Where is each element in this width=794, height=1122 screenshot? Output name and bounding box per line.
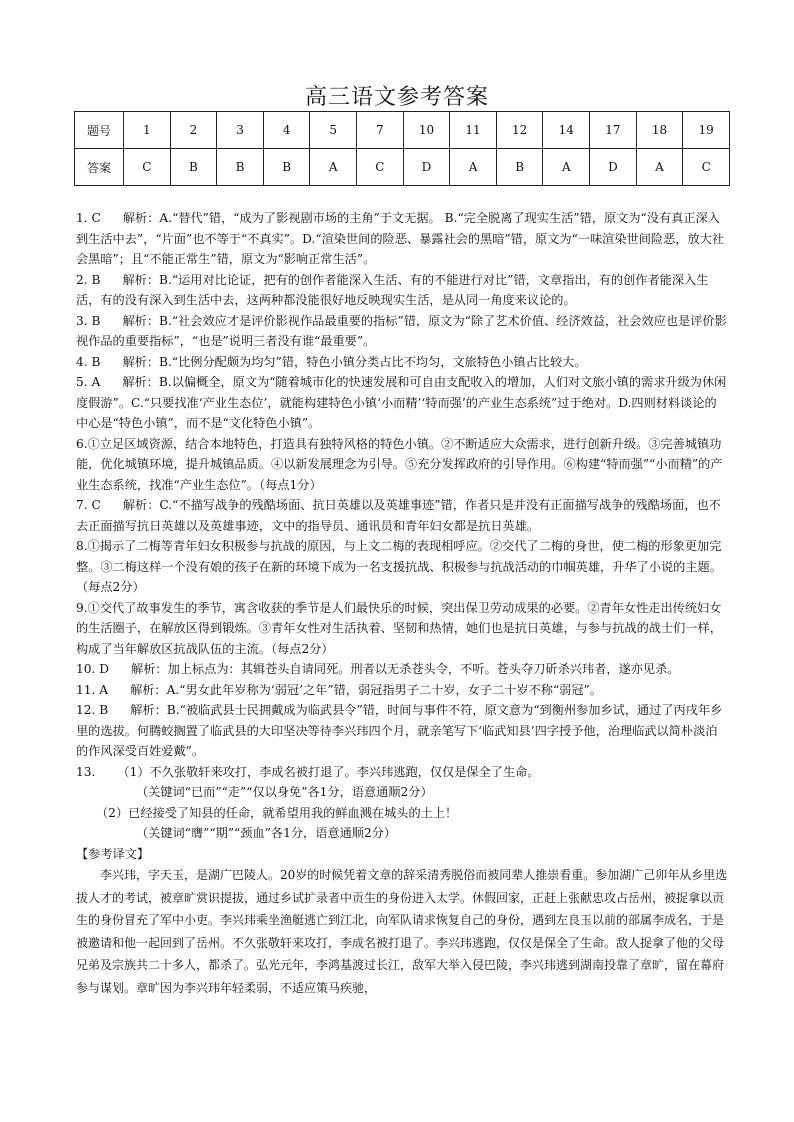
answer-table <box>74 111 730 186</box>
q13-sub1-note: （关键词“已而”“走”“仅以身免”各1分，语意通顺2分） <box>136 785 433 799</box>
item-text: ①交代了故事发生的季节，寓含收获的季节是人们最快乐的时候，突出保卫劳动成果的必要。②青年女性走出传统妇女的生活圈子，在解放区得到锻炼。③青年女性对生活执着、坚韧和热情，她们也是抗日英雄，与参与抗战的战士们一样，构成了当年解放区抗战队伍的主流。（每点2分） <box>76 600 722 656</box>
answer-cell: A <box>310 149 357 186</box>
translation-text: 李兴玮，字天玉，是湖广巴陵人。20岁的时候凭着文章的辞采清秀脱俗而被同辈人推崇看重。参加湖广己卯年从乡里选拔人才的考试，被章旷赏识提拔，通过乡试扩录者中贡生的身份进入太学。休假回家，正赶上张献忠攻占岳州，被捉拿以贡生的身份冒充了军中小吏。李兴玮乘坐渔艇逃亡到江北，向军队请求恢复自己的身份，遇到左良玉以前的部属李成名，于是被邀请和他一起回到了岳州。不久张敬轩来攻打，李成名被打退了。李兴玮逃跑，仅仅是保全了生命。敌人捉拿了他的父母兄弟及宗族共二十多人，都杀了。弘光元年，李鸿基渡过长江，敌军大举入侵巴陵，李兴玮逃到湖南投靠了章旷，留在幕府参与谋划。章旷因为李兴玮年轻柔弱，不适应策马疾驰， <box>76 868 728 995</box>
answer-cell: D <box>403 149 450 186</box>
question-cell: 10 <box>403 112 450 149</box>
answer-cell: B <box>217 149 264 186</box>
explanation-item <box>76 536 728 598</box>
explanation-item <box>76 270 728 311</box>
answer-cell: B <box>170 149 217 186</box>
answer-cell: D <box>590 149 637 186</box>
item-text: 解析：A.“替代”错，“成为了影视剧市场的主角”于文无据。 B.“完全脱离了现实生活”错，原文为“没有真正深入到生活中去”，“片面”也不等于“不真实”。D.“渲染世间的险恶、暴露社会的黑暗”错，原文为“一味渲染世间险恶，放大社会黑暗”；且“不能正常生”错，原文为“影响正常生活”。 <box>76 211 725 266</box>
question-cell: 2 <box>170 112 217 149</box>
explanation-item <box>76 700 728 762</box>
item-number: 6. <box>76 436 88 451</box>
question-cell: 1 <box>124 112 171 149</box>
explanation-item <box>76 659 728 680</box>
question-cell: 17 <box>590 112 637 149</box>
explanation-item <box>76 352 728 373</box>
item-number: 1. C <box>76 211 101 225</box>
row-label-answer: 答案 <box>75 149 124 186</box>
answer-cell: A <box>450 149 497 186</box>
q13-sub2-note: （关键词“膺”“期”“颈血”各1分，语意通顺2分） <box>136 826 397 840</box>
q13-sub2: （2）已经接受了知县的任命，就希望用我的鲜血溅在城头的土上！ <box>96 805 458 820</box>
answer-cell: A <box>543 149 590 186</box>
item-text: 解析：B.以偏概全，原文为“随着城市化的快速发展和可自由支配收入的增加，人们对文旅小镇的需求升级为休闲度假游”。C.“只要找准‘产业生态位’，就能构建特色小镇‘小而精’‘特而强’的产业生态系统”过于绝对。D.四则材料谈论的中心是“特色小镇”，而不是“文化特色小镇”。 <box>76 375 727 430</box>
question-cell: 5 <box>310 112 357 149</box>
row-label-question: 题号 <box>75 112 124 149</box>
answer-cell: B <box>263 149 310 186</box>
item-number: 3. B <box>76 313 101 328</box>
item-number: 8. <box>76 539 88 553</box>
item-number: 10. D <box>76 662 110 676</box>
q13-line-1 <box>76 762 728 783</box>
page-title: 高三语文参考答案 <box>304 85 489 110</box>
item-number: 9. <box>76 600 88 615</box>
item-number: 4. B <box>76 354 101 369</box>
item-number: 11. A <box>76 682 109 697</box>
item-text: ①立足区域资源，结合本地特色，打造具有独特风格的特色小镇。②不断适应大众需求，进行创新升级。③完善城镇功能，优化城镇环境，提升城镇品质。④以新发展理念为引导。⑤充分发挥政府的引导作用。⑥构建“特而强”“小而精”的产业生态系统，找准“产业生态位”。（每点1分） <box>76 436 723 492</box>
explanation-item <box>76 680 728 701</box>
answer-explanations <box>76 208 728 999</box>
item-number: 7. C <box>76 498 101 512</box>
question-cell: 7 <box>357 112 404 149</box>
explanation-item <box>76 372 728 434</box>
question-cell: 18 <box>636 112 683 149</box>
question-cell: 11 <box>450 112 497 149</box>
item-number: 12. B <box>76 703 109 717</box>
item-number: 13. <box>76 764 96 779</box>
question-number-row <box>75 112 730 149</box>
q13-sub1: （1）不久张敬轩来攻打，李成名被打退了。李兴玮逃跑，仅仅是保全了生命。 <box>117 764 540 779</box>
item-text: 解析：加上标点为：其辑苍头自请同死。刑者以无杀苍头令，不听。苍头夺刀斫杀兴玮者，遂亦见杀。 <box>131 662 680 676</box>
question-cell: 12 <box>496 112 543 149</box>
item-number: 2. B <box>76 272 101 287</box>
question-cell: 14 <box>543 112 590 149</box>
question-cell: 4 <box>263 112 310 149</box>
answer-cell: C <box>683 149 730 186</box>
explanation-item <box>76 311 728 352</box>
item-text: 解析：C.“不描写战争的残酷场面、抗日英雄以及英雄事迹”错，作者只是并没有正面描写战争的残酷场面，也不去正面描写抗日英雄以及英雄事迹，文中的指导员、通讯员和青年妇女都是抗日英雄。 <box>76 498 721 533</box>
explanation-item <box>76 434 728 496</box>
answer-cell: B <box>496 149 543 186</box>
question-cell: 3 <box>217 112 264 149</box>
answer-row <box>75 149 730 186</box>
explanation-item <box>76 598 728 660</box>
explanation-item <box>76 208 728 270</box>
answer-cell: C <box>124 149 171 186</box>
item-text: ①揭示了二梅等青年妇女积极参与抗战的原因，与上文二梅的表现相呼应。②交代了二梅的身世，使二梅的形象更加完整。③二梅这样一个没有娘的孩子在新的环境下成为一名支援抗战、积极参与抗战活动的巾帼英雄，升华了小说的主题。（每点2分） <box>76 539 722 594</box>
item-number: 5. A <box>76 375 101 389</box>
explanation-item <box>76 495 728 536</box>
item-text: 解析：B.“运用对比论证，把有的创作者能深入生活、有的不能进行对比”错，文章指出，有的创作者能深入生活，有的没有深入到生活中去，这两种都没能很好地反映现实生活，是从同一角度来议论的。 <box>76 272 709 307</box>
item-text: 解析：B.“社会效应才是评价影视作品最重要的指标”错，原文为“除了艺术价值、经济效益，社会效应也是评价影视作品的重要指标”，“也是”说明三者没有谁“最重要”。 <box>76 313 727 348</box>
answer-cell: C <box>357 149 404 186</box>
item-text: 解析：B.“比例分配颇为均匀”错，特色小镇分类占比不均匀，文旅特色小镇占比较大。 <box>122 354 587 369</box>
translation-heading: 【参考译文】 <box>76 846 150 861</box>
item-text: 解析：B.“被临武县士民拥戴成为临武县令”错，时间与事件不符，原文意为“到衡州参加乡试，通过了丙戌年乡里的选拔。何腾蛟搁置了临武县的大印坚决等待李兴玮四个月，就亲笔写下‘临武知县’四字授予他，治理临武以简朴淡泊的作风深受百姓爱戴”。 <box>76 703 723 758</box>
question-cell: 19 <box>683 112 730 149</box>
item-text: 解析：A.“男女此年岁称为‘弱冠’之年”错，弱冠指男子二十岁，女子二十岁不称“弱冠”。 <box>130 682 602 697</box>
answer-cell: A <box>636 149 683 186</box>
